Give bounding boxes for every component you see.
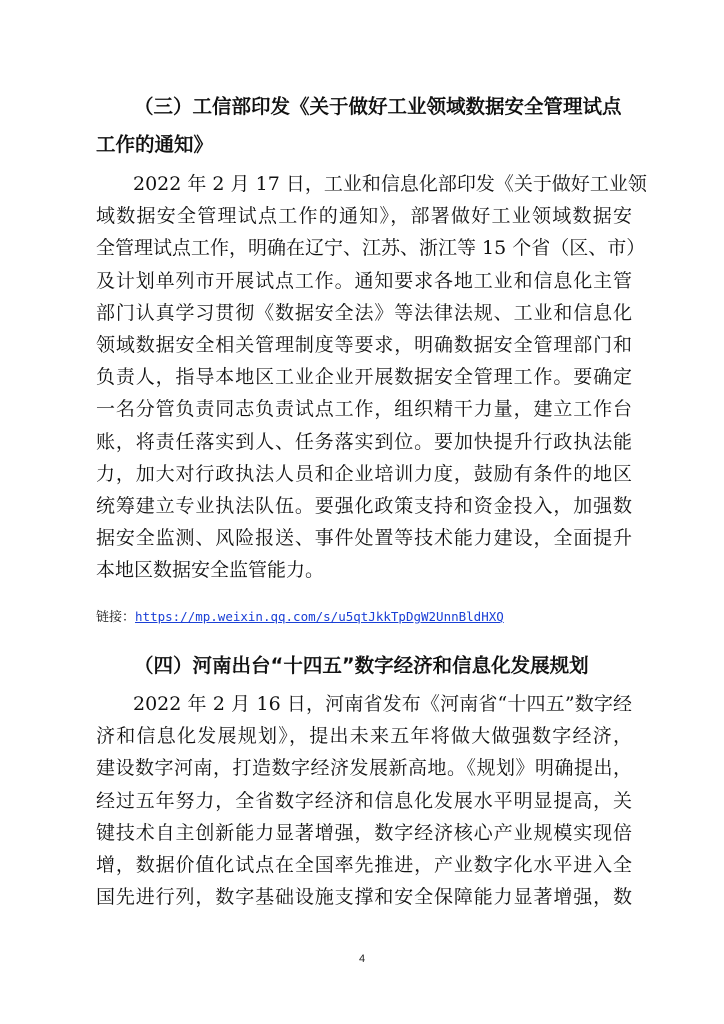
paragraph-line: 增，数据价值化试点在全国率先推进，产业数字化水平进入全 [96, 854, 632, 877]
paragraph-line: 国先进行列，数字基础设施支撑和安全保障能力显著增强，数 [96, 886, 632, 909]
section-4-paragraph [96, 688, 632, 913]
paragraph-line: 域数据安全管理试点工作的通知》，部署做好工业领域数据安 [96, 205, 632, 228]
link-label: 链接： [96, 610, 136, 625]
paragraph-line: 据安全监测、风险报送、事件处置等技术能力建设，全面提升 [96, 527, 632, 550]
paragraph-line: 本地区数据安全监管能力。 [96, 559, 325, 582]
section-3-paragraph [96, 168, 647, 587]
paragraph-line: 2022 年 2 月 17 日，工业和信息化部印发《关于做好工业领 [133, 173, 647, 195]
page-number: 4 [358, 953, 366, 965]
source-link[interactable]: https://mp.weixin.qq.com/s/u5qtJkkTpDgW2UnnBldHXQ [135, 609, 504, 624]
paragraph-line: 及计划单列市开展试点工作。通知要求各地工业和信息化主管 [96, 269, 632, 292]
paragraph-line: 2022 年 2 月 16 日，河南省发布《河南省“十四五”数字经 [133, 693, 632, 715]
section-3-heading-line-2: 工作的通知》 [96, 133, 214, 156]
paragraph-line: 统筹建立专业执法队伍。要强化政策支持和资金投入，加强数 [96, 495, 632, 518]
section-3-heading-line-1: （三）工信部印发《关于做好工业领域数据安全管理试点 [134, 95, 622, 118]
source-link-line [96, 608, 504, 627]
paragraph-line: 济和信息化发展规划》，提出未来五年将做大做强数字经济， [96, 725, 632, 748]
paragraph-line: 负责人，指导本地区工业企业开展数据安全管理工作。要确定 [96, 366, 632, 389]
paragraph-line: 建设数字河南，打造数字经济发展新高地。《规划》明确提出， [96, 757, 632, 780]
paragraph-line: 全管理试点工作，明确在辽宁、江苏、浙江等 15 个省（区、市） [96, 237, 646, 260]
paragraph-line: 力，加大对行政执法人员和企业培训力度，鼓励有条件的地区 [96, 462, 632, 485]
paragraph-line: 领域数据安全相关管理制度等要求，明确数据安全管理部门和 [96, 334, 632, 357]
paragraph-line: 经过五年努力，全省数字经济和信息化发展水平明显提高，关 [96, 789, 632, 812]
section-4-heading: （四）河南出台“十四五”数字经济和信息化发展规划 [134, 654, 589, 677]
paragraph-line: 部门认真学习贯彻《数据安全法》等法律法规、工业和信息化 [96, 301, 632, 324]
paragraph-line: 账，将责任落实到人、任务落实到位。要加快提升行政执法能 [96, 430, 632, 453]
paragraph-line: 键技术自主创新能力显著增强，数字经济核心产业规模实现倍 [96, 821, 632, 844]
paragraph-line: 一名分管负责同志负责试点工作，组织精干力量，建立工作台 [96, 398, 632, 421]
